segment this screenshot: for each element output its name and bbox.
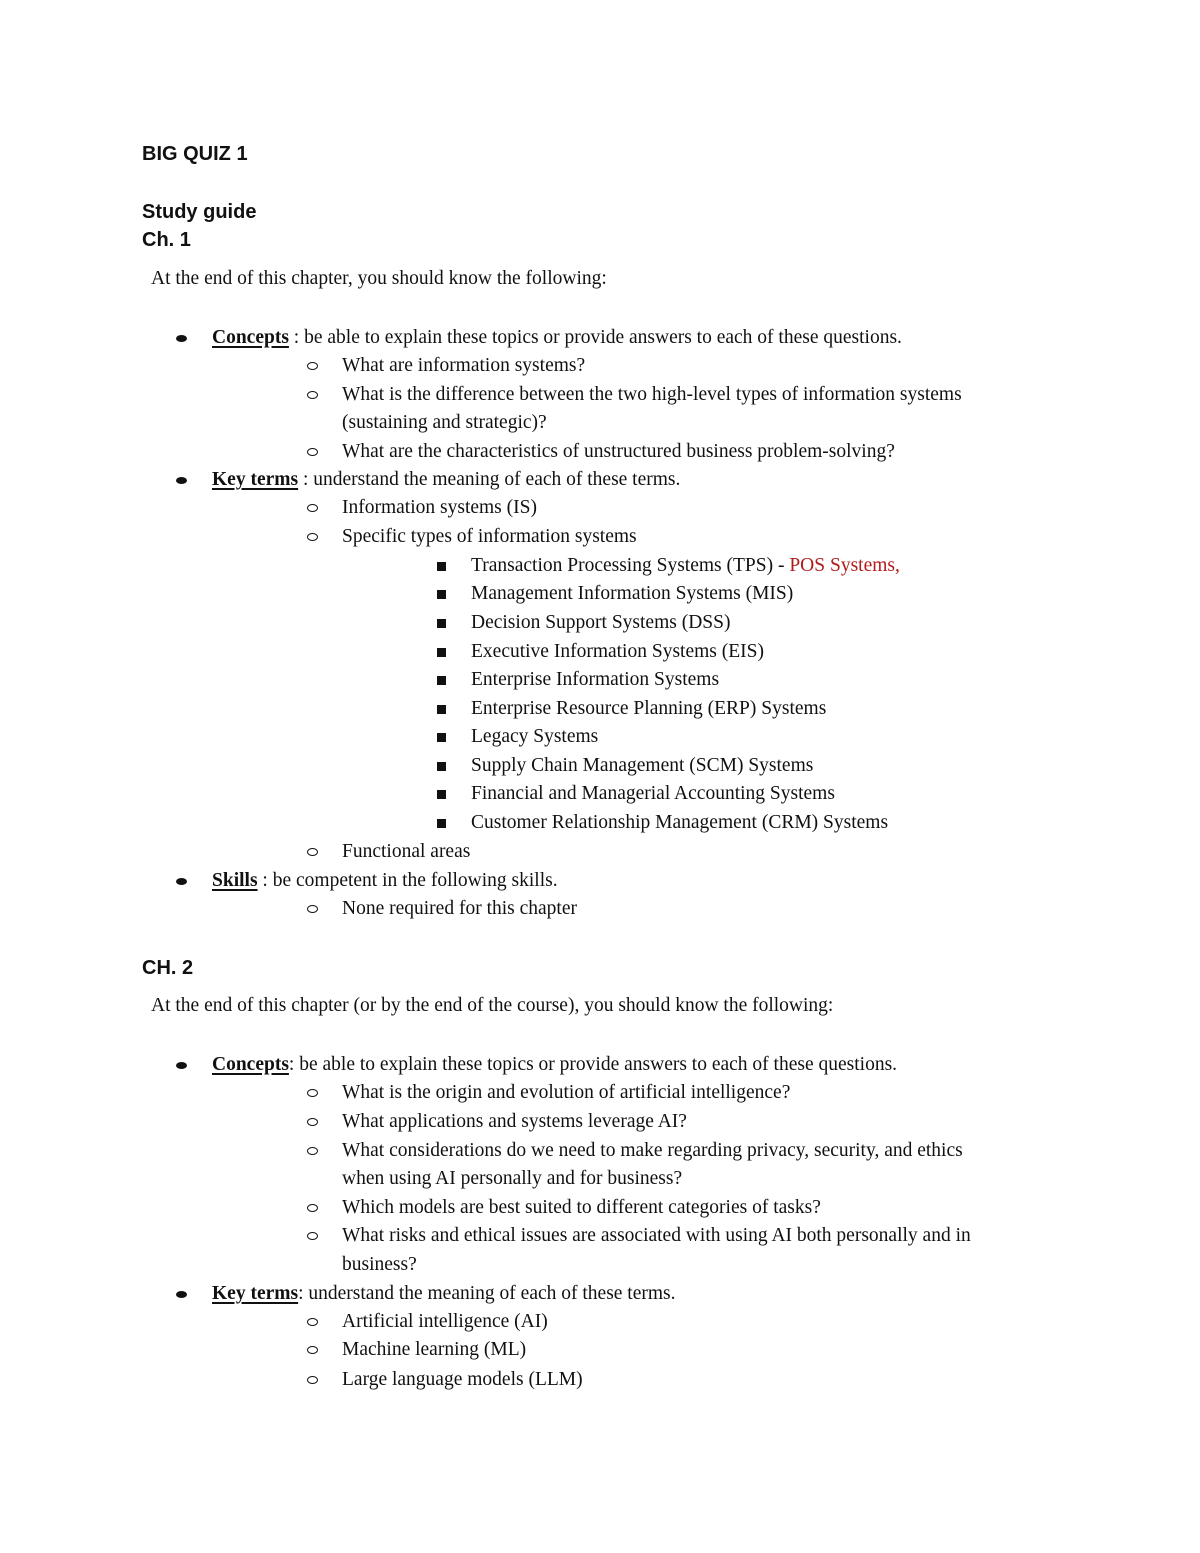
bullet-square-icon [437,590,446,599]
chapter-1-intro: At the end of this chapter, you should know the following: [151,268,607,289]
bullet-square-icon [437,762,446,771]
bullet-circle-icon [307,362,318,370]
list-item: Which models are best suited to different categories of tasks? [342,1197,821,1218]
list-item: What risks and ethical issues are associated with using AI both personally and in [342,1225,971,1246]
sub-list-item: Enterprise Resource Planning (ERP) Systems [471,698,827,719]
bullet-circle-icon [307,1204,318,1212]
bullet-square-icon [437,819,446,828]
bullet-disc-icon [176,1291,187,1298]
bullet-square-icon [437,619,446,628]
ch2-key-terms-desc: : understand the meaning of each of these terms. [298,1283,676,1304]
ch2-key-terms-term: Key terms [212,1283,299,1304]
bullet-disc-icon [176,335,187,342]
bullet-square-icon [437,733,446,742]
list-item-continuation: business? [342,1254,417,1275]
bullet-circle-icon [307,1376,318,1384]
bullet-circle-icon [307,1147,318,1155]
sub-list-item: Supply Chain Management (SCM) Systems [471,755,814,776]
document-title: BIG QUIZ 1 [142,143,248,165]
bullet-circle-icon [307,504,318,512]
chapter-1-heading: Ch. 1 [142,229,191,251]
bullet-circle-icon [307,848,318,856]
sub-list-item: Decision Support Systems (DSS) [471,612,731,633]
bullet-circle-icon [307,905,318,913]
sub-list-item: Management Information Systems (MIS) [471,583,794,604]
bullet-circle-icon [307,1118,318,1126]
list-item: What is the origin and evolution of artificial intelligence? [342,1082,791,1103]
list-item: None required for this chapter [342,898,577,919]
list-item: What applications and systems leverage AI? [342,1111,687,1132]
document-subtitle: Study guide [142,201,257,223]
chapter-2-heading: CH. 2 [142,957,194,979]
ch2-concepts-line [212,1051,897,1079]
bullet-circle-icon [307,533,318,541]
ch1-key-terms-term: Key terms [212,469,299,490]
list-item: Functional areas [342,841,471,862]
sub-list-item: Customer Relationship Management (CRM) Systems [471,812,889,833]
bullet-square-icon [437,790,446,799]
ch1-skills-term: Skills [212,870,258,891]
list-item: What are the characteristics of unstructured business problem-solving? [342,441,895,462]
bullet-square-icon [437,705,446,714]
list-item: What are information systems? [342,355,586,376]
ch1-concepts-line [212,324,902,352]
sub-list-item [471,552,900,580]
bullet-disc-icon [176,477,187,484]
ch1-concepts-term: Concepts [212,327,289,348]
ch1-key-terms-line [212,466,680,494]
bullet-square-icon [437,676,446,685]
chapter-2-intro: At the end of this chapter (or by the end of the course), you should know the following: [151,995,834,1016]
bullet-circle-icon [307,1318,318,1326]
bullet-circle-icon [307,1232,318,1240]
list-item: Specific types of information systems [342,526,637,547]
ch2-key-terms-line [212,1280,676,1308]
list-item: Large language models (LLM) [342,1369,583,1390]
list-item: Artificial intelligence (AI) [342,1311,548,1332]
bullet-circle-icon [307,1089,318,1097]
ch2-concepts-desc: : be able to explain these topics or provide answers to each of these questions. [288,1054,898,1075]
sub-list-item: Financial and Managerial Accounting Systems [471,783,835,804]
tps-label: Transaction Processing Systems (TPS) - [471,555,790,576]
ch1-concepts-desc: : be able to explain these topics or provide answers to each of these questions. [288,327,902,348]
bullet-square-icon [437,562,446,571]
sub-list-item: Executive Information Systems (EIS) [471,641,764,662]
ch2-concepts-term: Concepts [212,1054,289,1075]
ch1-key-terms-desc: : understand the meaning of each of these terms. [298,469,681,490]
ch1-skills-line [212,867,558,895]
tps-note: POS Systems, [789,555,900,576]
sub-list-item: Enterprise Information Systems [471,669,720,690]
bullet-disc-icon [176,878,187,885]
ch1-skills-desc: : be competent in the following skills. [257,870,558,891]
sub-list-item: Legacy Systems [471,726,599,747]
bullet-circle-icon [307,1346,318,1354]
bullet-disc-icon [176,1062,187,1069]
list-item: What considerations do we need to make regarding privacy, security, and ethics [342,1140,963,1161]
list-item: Machine learning (ML) [342,1339,527,1360]
list-item-continuation: when using AI personally and for business? [342,1168,683,1189]
list-item: Information systems (IS) [342,497,537,518]
bullet-circle-icon [307,391,318,399]
list-item-continuation: (sustaining and strategic)? [342,412,547,433]
bullet-square-icon [437,648,446,657]
bullet-circle-icon [307,448,318,456]
list-item: What is the difference between the two high-level types of information systems [342,384,962,405]
